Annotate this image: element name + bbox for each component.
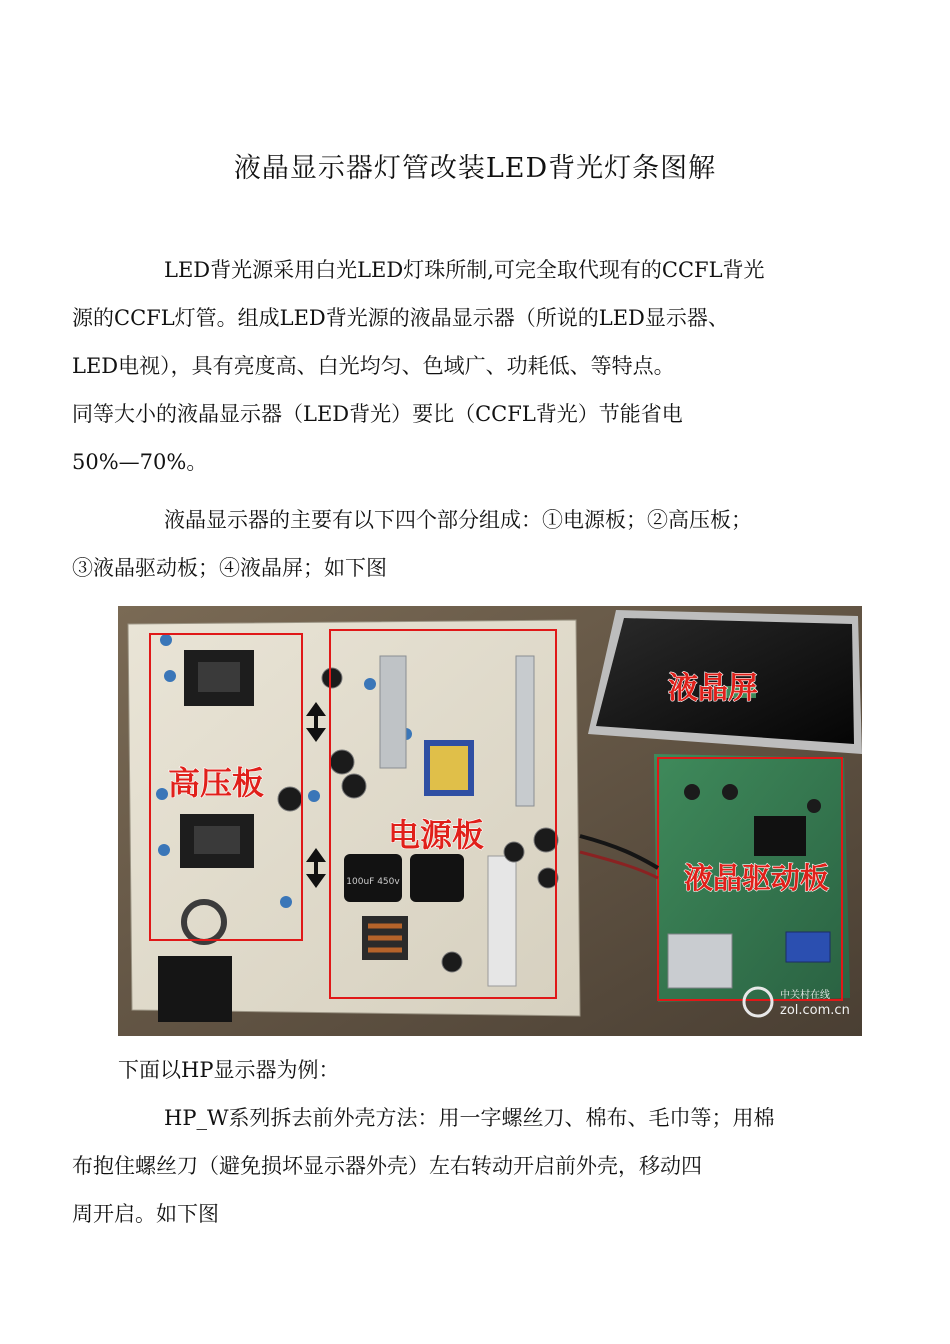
monitor-boards-photo — [118, 606, 862, 1036]
disassembly-line: 布抱住螺丝刀（避免损坏显示器外壳）左右转动开启前外壳，移动四 — [72, 1154, 702, 1178]
driver-board — [654, 754, 850, 1002]
intro-line: 50%—70%。 — [72, 450, 208, 474]
parts-line: 液晶显示器的主要有以下四个部分组成：①电源板；②高压板； — [164, 508, 752, 532]
example-paragraph — [118, 1046, 838, 1094]
example-line: 下面以HP显示器为例： — [118, 1058, 340, 1082]
watermark-brand: 中关村在线 — [780, 990, 830, 1001]
power-board-label: 电源板 — [388, 816, 485, 854]
main-pcb — [128, 620, 580, 1022]
page-title: 液晶显示器灯管改装LED背光灯条图解 — [233, 153, 717, 184]
intro-paragraph — [72, 246, 838, 486]
lcd-panel-label: 液晶屏 — [668, 671, 758, 706]
boards-illustration — [118, 606, 862, 1036]
watermark-site: zol.com.cn — [780, 1003, 850, 1018]
lcd-panel — [588, 610, 862, 754]
capacitor-marking: 100uF 450v — [346, 877, 400, 887]
parts-line: ③液晶驱动板；④液晶屏；如下图 — [72, 556, 387, 580]
intro-line: LED电视），具有亮度高、白光均匀、色域广、功耗低、等特点。 — [72, 354, 675, 378]
parts-paragraph — [72, 496, 838, 592]
intro-line: 源的CCFL灯管。组成LED背光源的液晶显示器（所说的LED显示器、 — [72, 306, 729, 330]
disassembly-paragraph — [72, 1094, 838, 1238]
driver-board-label: 液晶驱动板 — [684, 861, 830, 895]
intro-line: 同等大小的液晶显示器（LED背光）要比（CCFL背光）节能省电 — [72, 402, 683, 426]
inverter-board-label: 高压板 — [168, 764, 265, 802]
disassembly-line: 周开启。如下图 — [72, 1202, 219, 1226]
intro-line: LED背光源采用白光LED灯珠所制,可完全取代现有的CCFL背光 — [164, 258, 765, 282]
disassembly-line: HP_W系列拆去前外壳方法：用一字螺丝刀、棉布、毛巾等；用棉 — [164, 1106, 775, 1130]
